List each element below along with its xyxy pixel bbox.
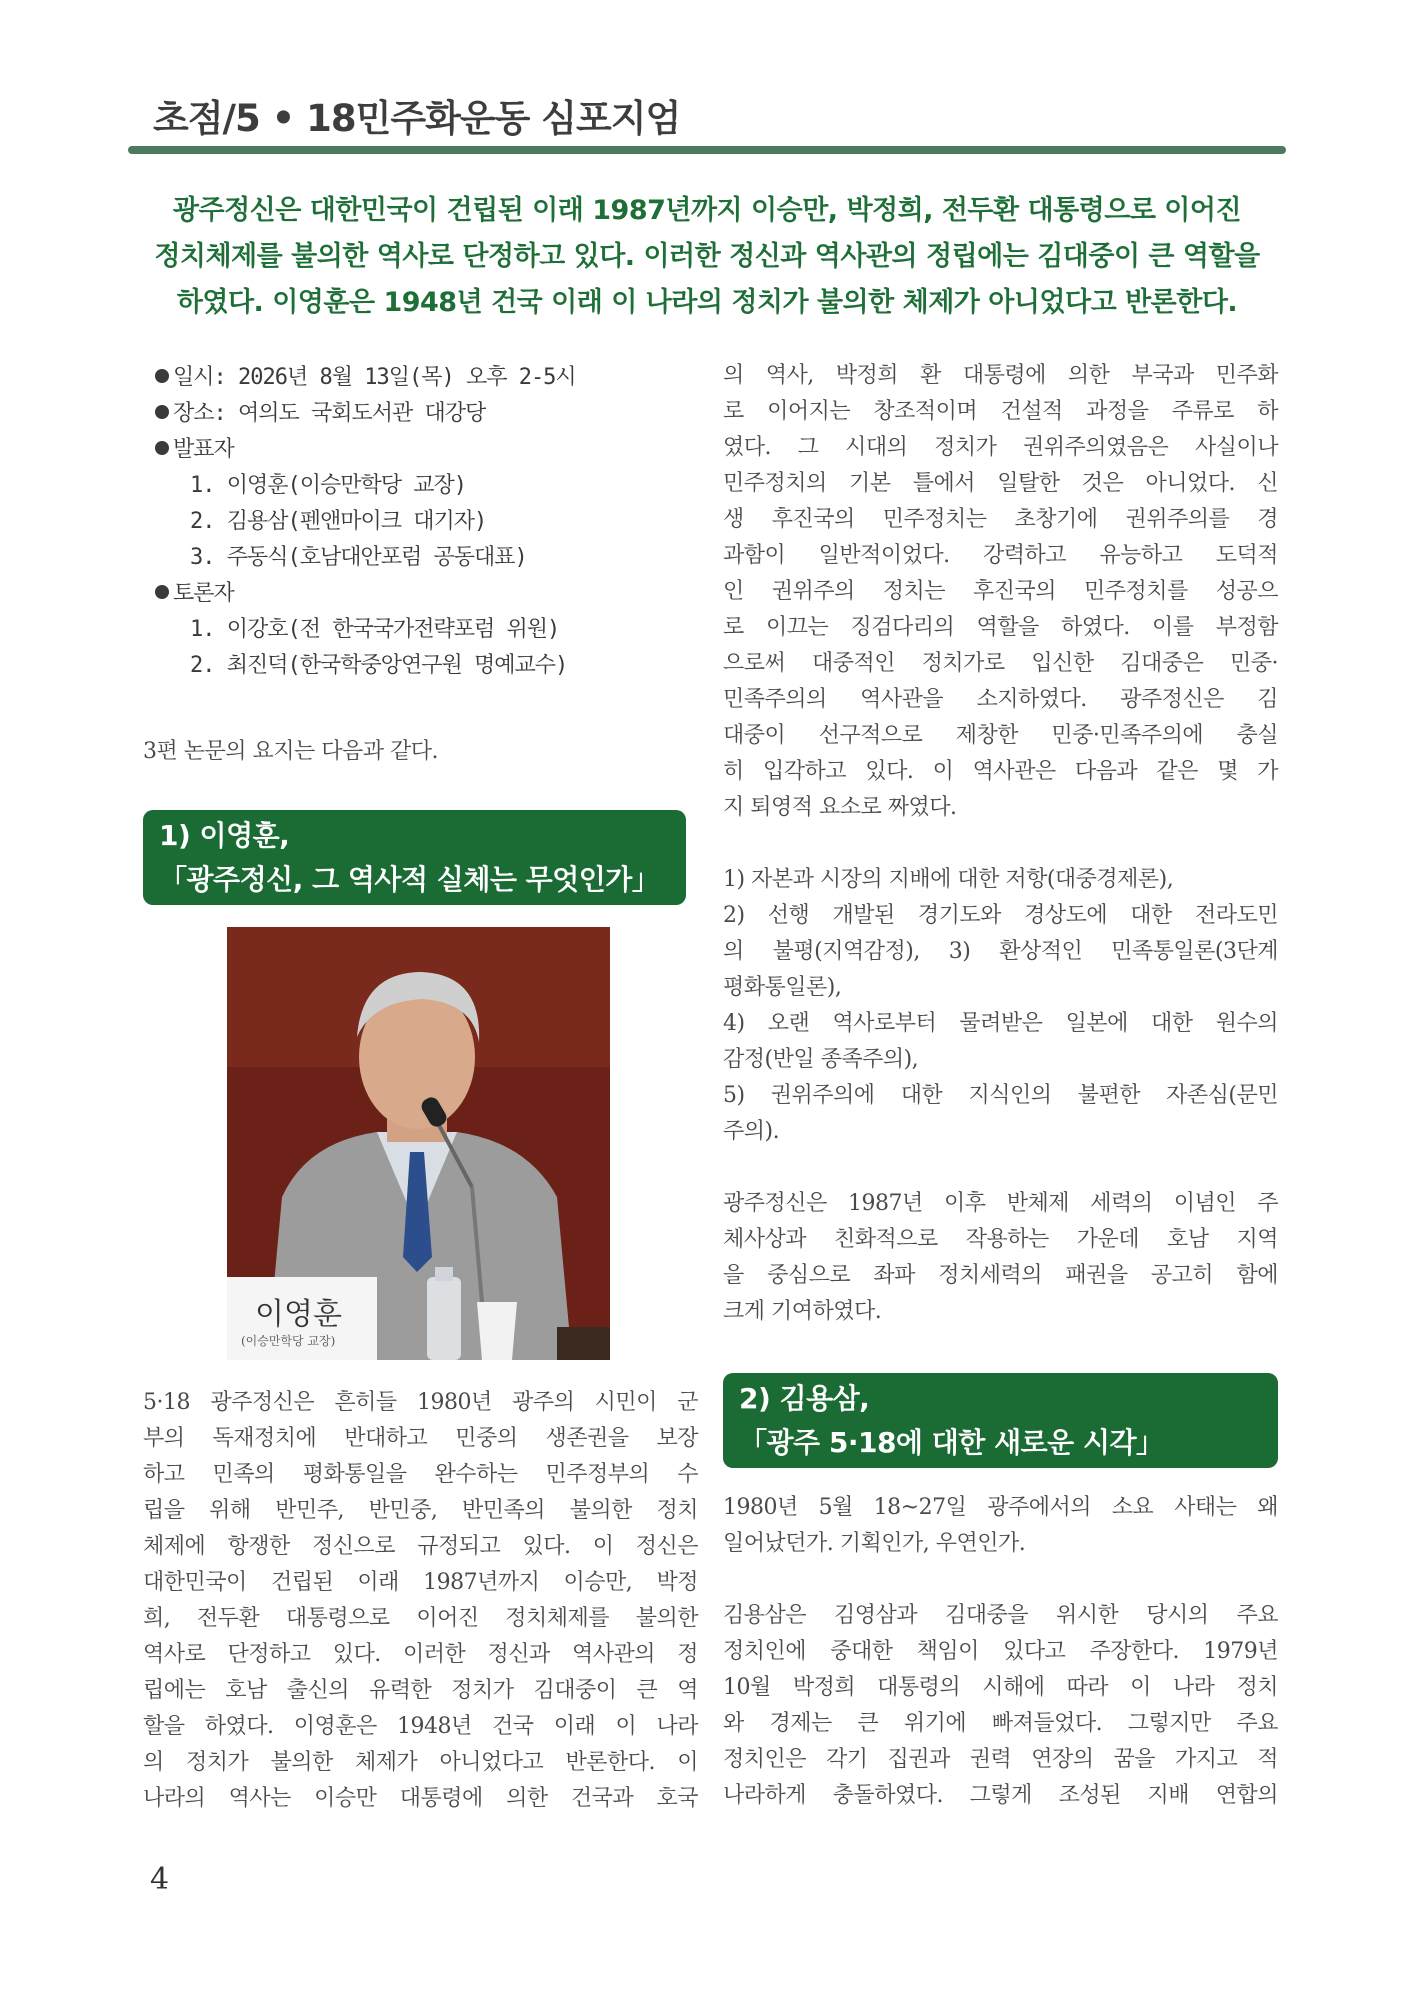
text-line: 으로써 대중적인 정치가로 입신한 김대중은 민중·: [723, 651, 1278, 676]
list-item: 평화통일론),: [723, 975, 842, 1000]
page-number: 4: [150, 1862, 170, 1897]
text-line: 희, 전두환 대통령으로 이어진 정치체제를 불의한: [143, 1606, 698, 1631]
nameplate-name: 이영훈: [255, 1297, 342, 1332]
text-line: 하고 민족의 평화통일을 완수하는 민주정부의 수: [143, 1462, 698, 1487]
list-item: 4) 오랜 역사로부터 물려받은 일본에 대한 원수의: [723, 1011, 1278, 1036]
text-line: 부의 독재정치에 반대하고 민중의 생존권을 보장: [143, 1426, 698, 1451]
bullet-icon: [155, 585, 169, 599]
event-place: 장소: 여의도 국회도서관 대강당: [155, 396, 710, 432]
discussant-item: 1. 이강호(전 한국국가전략포럼 위원): [190, 617, 560, 642]
header-divider: [128, 146, 1286, 154]
discussant-item: 2. 최진덕(한국학중앙연구원 명예교수): [190, 653, 568, 678]
list-item: 감정(반일 종족주의),: [723, 1047, 919, 1072]
text-line: 정치인은 각기 집권과 권력 연장의 꿈을 가지고 적: [723, 1747, 1278, 1772]
text-line: 나라하게 충돌하였다. 그렇게 조성된 지배 연합의: [723, 1783, 1278, 1808]
text-line: 로 이끄는 징검다리의 역할을 하였다. 이를 부정함: [723, 615, 1278, 640]
text-line: 와 경제는 큰 위기에 빠져들었다. 그렇지만 주요: [723, 1711, 1278, 1736]
bullet-icon: [155, 369, 169, 383]
section-1-heading: [143, 810, 686, 905]
section-2-title: 「광주 5·18에 대한 새로운 시각」: [739, 1426, 1164, 1459]
text-line: 나라의 역사는 이승만 대통령에 의한 건국과 호국: [143, 1786, 698, 1811]
lead-line: 광주정신은 대한민국이 건립된 이래 1987년까지 이승만, 박정희, 전두환 대통령으로 이어진: [172, 195, 1242, 226]
presenters-label: 발표자: [155, 432, 710, 468]
bullet-icon: [155, 405, 169, 419]
text-line: 생 후진국의 민주정치는 초창기에 권위주의를 경: [723, 507, 1278, 532]
text-line: 지 퇴영적 요소로 짜였다.: [723, 795, 957, 820]
bullet-icon: [155, 441, 169, 455]
text-line: 10월 박정희 대통령의 시해에 따라 이 나라 정치: [723, 1675, 1278, 1700]
text-line: 크게 기여하였다.: [723, 1299, 882, 1324]
list-item: 주의).: [723, 1119, 780, 1144]
page-header-title: 초점/5 • 18민주화운동 심포지엄: [153, 97, 681, 140]
event-date: 일시: 2026년 8월 13일(목) 오후 2-5시: [155, 360, 710, 396]
text-line: 히 입각하고 있다. 이 역사관은 다음과 같은 몇 가: [723, 759, 1278, 784]
left-body-text: [143, 1385, 698, 1817]
list-item: 5) 권위주의에 대한 지식인의 불편한 자존심(문민: [723, 1083, 1278, 1108]
lead-line: 하였다. 이영훈은 1948년 건국 이래 이 나라의 정치가 불의한 체제가 아니었다고 반론한다.: [176, 287, 1238, 318]
section-1-author: 1) 이영훈,: [159, 819, 290, 852]
text-line: 5·18 광주정신은 흔히들 1980년 광주의 시민이 군: [143, 1390, 698, 1415]
section-1-title: 「광주정신, 그 역사적 실체는 무엇인가」: [159, 863, 660, 896]
text-line: 인 권위주의 정치는 후진국의 민주정치를 성공으: [723, 579, 1278, 604]
text-line: 였다. 그 시대의 정치가 권위주의였음은 사실이나: [723, 435, 1278, 460]
right-body-text-2: [723, 1490, 1278, 1814]
presenter-item: 1. 이영훈(이승만학당 교장): [190, 473, 466, 498]
text-line: 체제에 항쟁한 정신으로 규정되고 있다. 이 정신은: [143, 1534, 698, 1559]
text-line: 과함이 일반적이었다. 강력하고 유능하고 도덕적: [723, 543, 1278, 568]
discussants-label: 토론자: [155, 576, 710, 612]
text-line: 로 이어지는 창조적이며 건설적 과정을 주류로 하: [723, 399, 1278, 424]
presenter-item: 2. 김용삼(펜앤마이크 대기자): [190, 509, 487, 534]
presenter-item: 3. 주동식(호남대안포럼 공동대표): [190, 545, 527, 570]
nameplate-subtitle: (이승만학당 교장): [241, 1334, 336, 1348]
text-line: 김용삼은 김영삼과 김대중을 위시한 당시의 주요: [723, 1603, 1278, 1628]
text-line: 할을 하였다. 이영훈은 1948년 건국 이래 이 나라: [143, 1714, 698, 1739]
text-line: 의 정치가 불의한 체제가 아니었다고 반론한다. 이: [143, 1750, 698, 1775]
text-line: 일어났던가. 기획인가, 우연인가.: [723, 1531, 1026, 1556]
text-line: 을 중심으로 좌파 정치세력의 패권을 공고히 함에: [723, 1263, 1278, 1288]
speaker-photo: [227, 927, 610, 1360]
section-2-author: 2) 김용삼,: [739, 1382, 870, 1415]
section-2-heading: [723, 1373, 1278, 1468]
text-line: 체사상과 친화적으로 작용하는 가운데 호남 지역: [723, 1227, 1278, 1252]
text-line: 립에는 호남 출신의 유력한 정치가 김대중이 큰 역: [143, 1678, 698, 1703]
text-line: 1980년 5월 18~27일 광주에서의 소요 사태는 왜: [723, 1495, 1278, 1520]
text-line: 대중이 선구적으로 제창한 민중·민족주의에 충실: [723, 723, 1278, 748]
lead-line: 정치체제를 불의한 역사로 단정하고 있다. 이러한 정신과 역사관의 정립에는 김대중이 큰 역할을: [154, 241, 1260, 272]
intro-text: 3편 논문의 요지는 다음과 같다.: [143, 739, 438, 764]
text-line: 정치인에 중대한 책임이 있다고 주장한다. 1979년: [723, 1639, 1278, 1664]
list-item: 1) 자본과 시장의 지배에 대한 저항(대중경제론),: [723, 867, 1174, 892]
text-line: 역사로 단정하고 있다. 이러한 정신과 역사관의 정: [143, 1642, 698, 1667]
list-item: 의 불평(지역감정), 3) 환상적인 민족통일론(3단계: [723, 939, 1278, 964]
list-item: 2) 선행 개발된 경기도와 경상도에 대한 전라도민: [723, 903, 1278, 928]
text-line: 광주정신은 1987년 이후 반체제 세력의 이념인 주: [723, 1191, 1278, 1216]
lead-paragraph: [128, 188, 1286, 326]
right-body-text-1: [723, 358, 1278, 1330]
text-line: 민족주의의 역사관을 소지하였다. 광주정신은 김: [723, 687, 1278, 712]
event-info: [155, 360, 710, 684]
text-line: 민주정치의 기본 틀에서 일탈한 것은 아니었다. 신: [723, 471, 1278, 496]
text-line: 대한민국이 건립된 이래 1987년까지 이승만, 박정: [143, 1570, 698, 1595]
text-line: 의 역사, 박정희 환 대통령에 의한 부국과 민주화: [723, 363, 1278, 388]
text-line: 립을 위해 반민주, 반민중, 반민족의 불의한 정치: [143, 1498, 698, 1523]
